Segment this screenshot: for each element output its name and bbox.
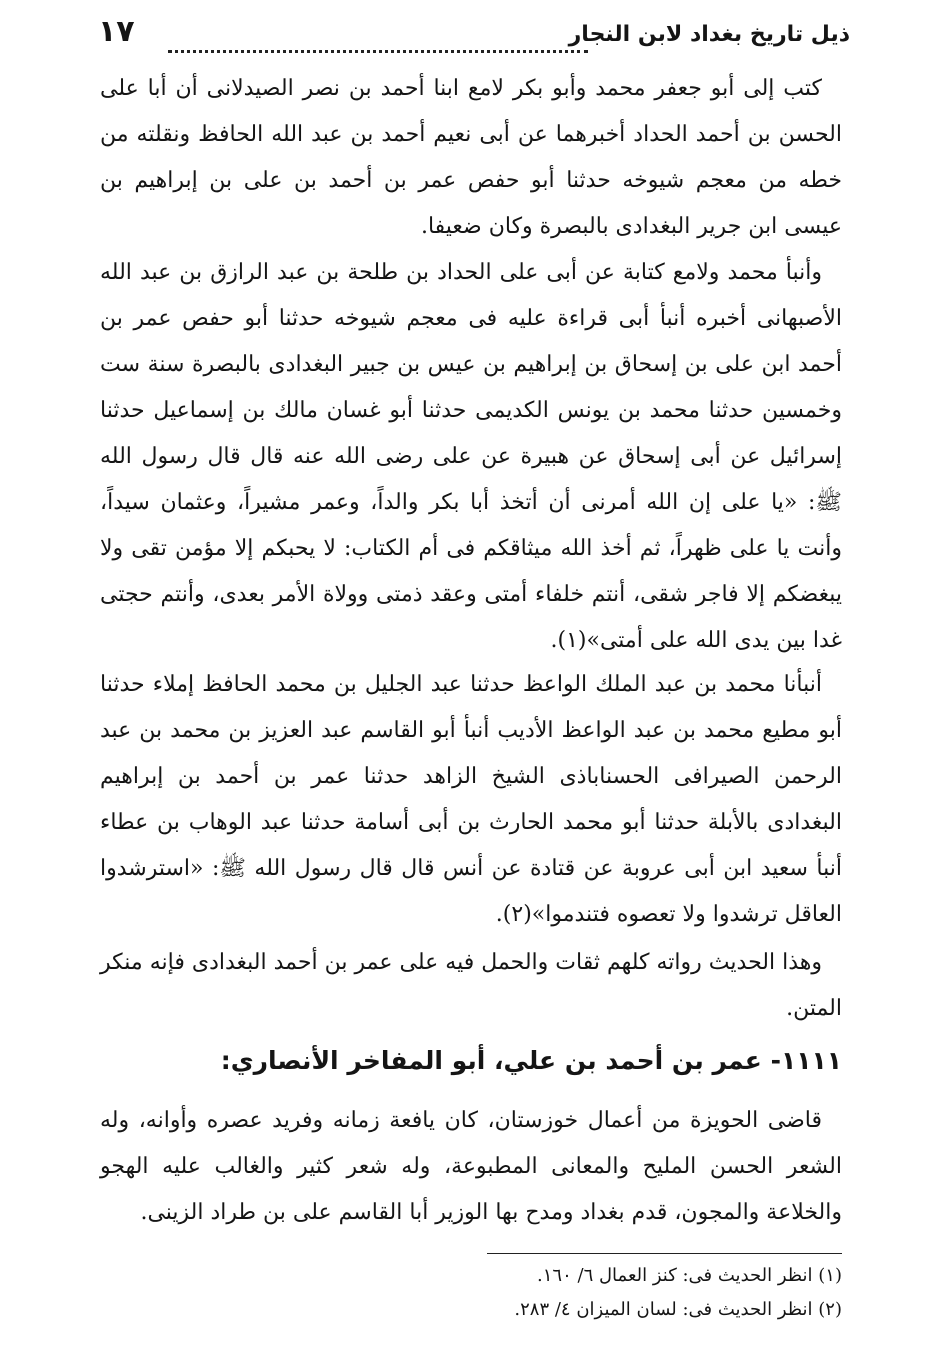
paragraph-3-block [100, 662, 842, 938]
header-dot-leader [168, 20, 588, 53]
footnote-separator [487, 1253, 842, 1254]
footnotes [514, 1259, 842, 1327]
paragraph-2: وأنبأ محمد ولامع كتابة عن أبى على الحداد بن طلحة بن عبد الرازق بن عبد الله الأصبهانى أخبره أنبأ أبى قراءة عليه فى معجم شيوخه حدثنا أبو حفص عمر بن أحمد ابن على بن إسحاق بن إبراهيم بن عيس بن جبير البغدادى بالبصرة سنة ست وخمسين حدثنا محمد بن يونس الكديمى حدثنا أبو غسان مالك بن إسماعيل حدثنا إسرائيل عن أبى إسحاق عن هبيرة عن على رضى الله عنه قال قال رسول الله ﷺ: «يا على إن الله أمرنى أن أتخذ أبا بكر والداً، وعمر مشيراً، وعثمان سيداً، وأنت يا على ظهراً، ثم أخذ الله ميثاقكم فى أم الكتاب: لا يحبكم إلا مؤمن تقى ولا يبغضكم إلا فاجر شقى، أنتم خلفاء أمتى وعقد ذمتى وولاة الأمر بعدى، وأنتم حجتى غدا بين يدى الله على أمتى»(١). [100, 260, 842, 653]
paragraph-1: كتب إلى أبو جعفر محمد وأبو بكر لامع ابنا أحمد بن نصر الصيدلانى أن أبا على الحسن بن أحمد الحداد أخبرهما عن أبى نعيم أحمد بن عبد الله الحافظ ونقلته من خطه من معجم شيوخه حدثنا أبو حفص عمر بن أحمد بن على بن إبراهيم بن عيسى ابن جرير البغدادى بالبصرة وكان ضعيفا. [100, 76, 842, 239]
entry-text: قاضى الحويزة من أعمال خوزستان، كان يافعة زمانه وفريد عصره وأوانه، وله الشعر الحسن المليح والمعانى المطبوعة، وله شعر كثير والغالب عليه الهجو والخلاعة والمجون، قدم بغداد ومدح بها الوزير أبا القاسم على بن طراد الزينى. [100, 1108, 842, 1225]
paragraph-4: وهذا الحديث رواته كلهم ثقات والحمل فيه على عمر بن أحمد البغدادى فإنه منكر المتن. [100, 950, 842, 1021]
paragraph-2-block [100, 250, 842, 664]
footnote-2: (٢) انظر الحديث فى: لسان الميزان ٤/ ٢٨٣. [514, 1299, 842, 1320]
entry-text-block [100, 1098, 842, 1236]
running-header-title: ذيل تاريخ بغداد لابن النجار [568, 22, 850, 47]
running-header [98, 14, 850, 60]
paragraph-1-block [100, 66, 842, 250]
entry-heading: ١١١١- عمر بن أحمد بن علي، أبو المفاخر الأنصاري: [220, 1046, 842, 1075]
paragraph-4-block [100, 940, 842, 1032]
paragraph-3: أنبأنا محمد بن عبد الملك الواعظ حدثنا عبد الجليل بن محمد الحافظ إملاء حدثنا أبو مطيع محمد بن عبد الواعظ الأديب أنبأ أبو القاسم عبد العزيز بن محمد بن عبد الرحمن الصيرافى الحسناباذى الشيخ الزاهد حدثنا عمر بن أحمد بن إبراهيم البغدادى بالأبلة حدثنا أبو محمد الحارث بن أبى أسامة حدثنا عبد الوهاب بن عطاء أنبأ سعيد ابن أبى عروبة عن قتادة عن أنس قال قال رسول الله ﷺ: «استرشدوا العاقل ترشدوا ولا تعصوه فتندموا»(٢). [100, 672, 842, 927]
footnote-1: (١) انظر الحديث فى: كنز العمال ٦/ ١٦٠. [537, 1265, 842, 1286]
page-number: ١٧ [98, 14, 135, 49]
